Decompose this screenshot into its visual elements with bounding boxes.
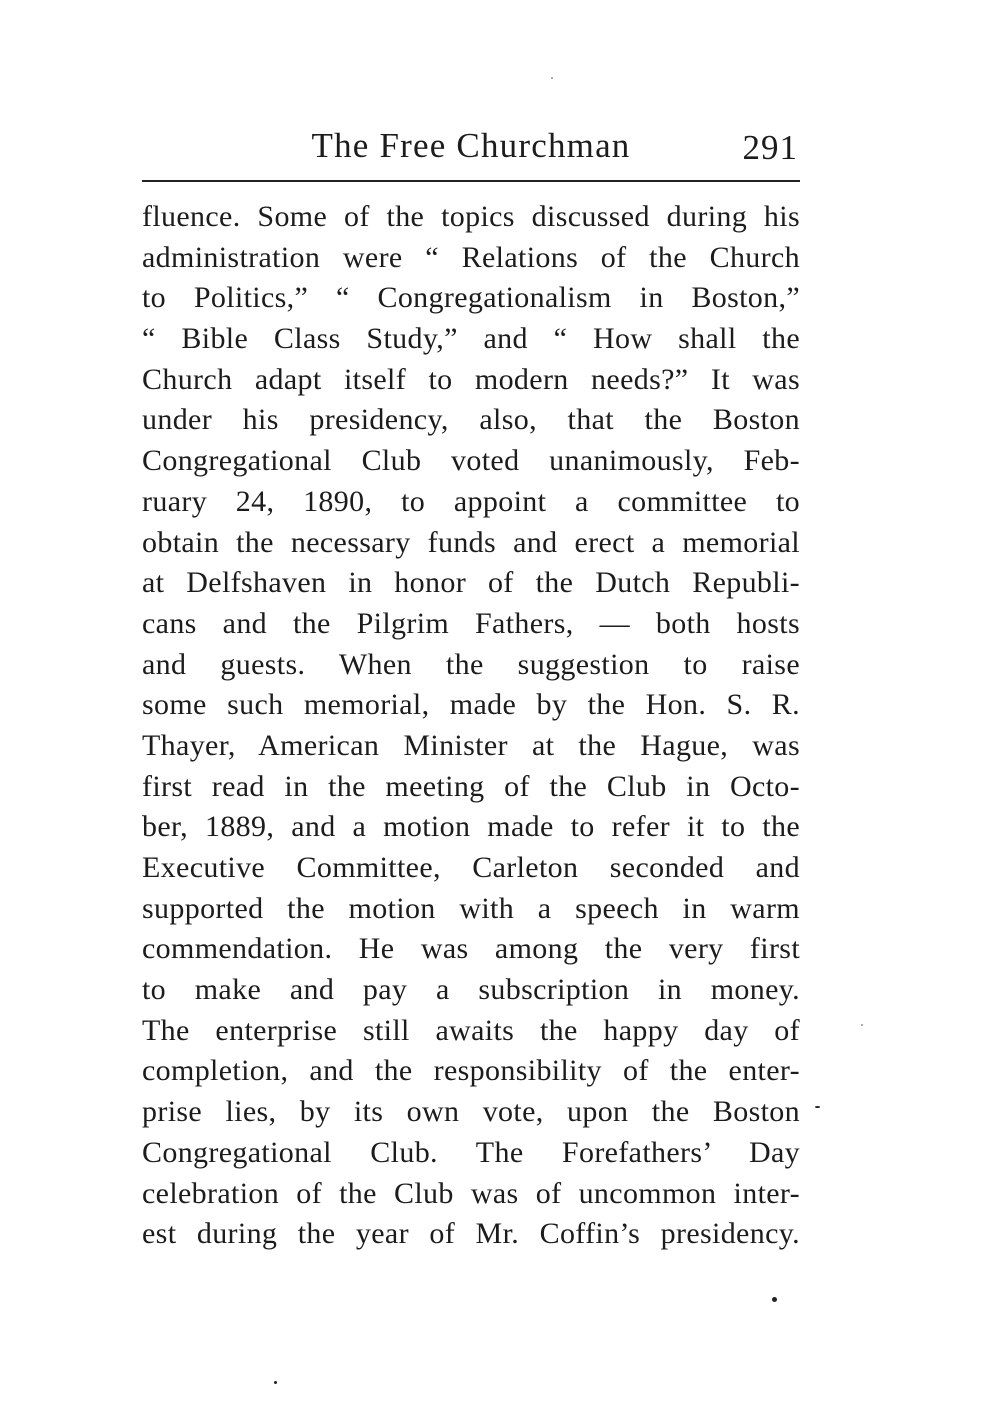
text-line: The enterprise still awaits the happy day of bbox=[142, 1013, 800, 1047]
text-line: cans and the Pilgrim Fathers, — both hosts bbox=[142, 606, 800, 640]
scan-speck bbox=[772, 1297, 777, 1302]
scan-speck bbox=[861, 1024, 863, 1026]
text-line: ruary 24, 1890, to appoint a committee to bbox=[142, 484, 800, 518]
text-line: completion, and the responsibility of the enter- bbox=[142, 1054, 800, 1088]
text-line: at Delfshaven in honor of the Dutch Republi- bbox=[142, 566, 800, 600]
text-line: commendation. He was among the very first bbox=[142, 932, 800, 966]
text-line: est during the year of Mr. Coffin’s presidency. bbox=[142, 1217, 800, 1251]
text-line: and guests. When the suggestion to raise bbox=[142, 647, 800, 681]
text-line: fluence. Some of the topics discussed during his bbox=[142, 200, 800, 233]
scan-speck bbox=[551, 77, 553, 79]
header-rule bbox=[142, 180, 800, 182]
text-line: supported the motion with a speech in warm bbox=[142, 891, 800, 925]
text-line: ber, 1889, and a motion made to refer it to the bbox=[142, 810, 800, 844]
text-line: administration were “ Relations of the Church bbox=[142, 240, 800, 274]
running-head bbox=[142, 122, 800, 172]
text-line: Congregational Club voted unanimously, Feb- bbox=[142, 444, 800, 478]
text-line: under his presidency, also, that the Boston bbox=[142, 403, 800, 437]
text-line: some such memorial, made by the Hon. S. R. bbox=[142, 688, 800, 722]
text-line: to Politics,” “ Congregationalism in Boston,” bbox=[142, 281, 800, 315]
body-text bbox=[142, 197, 800, 1255]
text-line: Congregational Club. The Forefathers’ Day bbox=[142, 1135, 800, 1169]
text-line: first read in the meeting of the Club in Octo- bbox=[142, 769, 800, 803]
text-line: “ Bible Class Study,” and “ How shall the bbox=[142, 322, 800, 356]
text-line: Thayer, American Minister at the Hague, was bbox=[142, 728, 800, 762]
text-line: obtain the necessary funds and erect a memorial bbox=[142, 525, 800, 559]
scan-speck bbox=[815, 1106, 820, 1108]
text-line: celebration of the Club was of uncommon inter- bbox=[142, 1176, 800, 1210]
text-line: Executive Committee, Carleton seconded and bbox=[142, 851, 800, 884]
running-title: The Free Churchman bbox=[311, 126, 631, 165]
text-line: to make and pay a subscription in money. bbox=[142, 973, 800, 1007]
page-number: 291 bbox=[742, 128, 798, 167]
scan-speck bbox=[274, 1381, 277, 1384]
text-line: Church adapt itself to modern needs?” It was bbox=[142, 362, 800, 396]
text-line: prise lies, by its own vote, upon the Boston bbox=[142, 1095, 800, 1129]
